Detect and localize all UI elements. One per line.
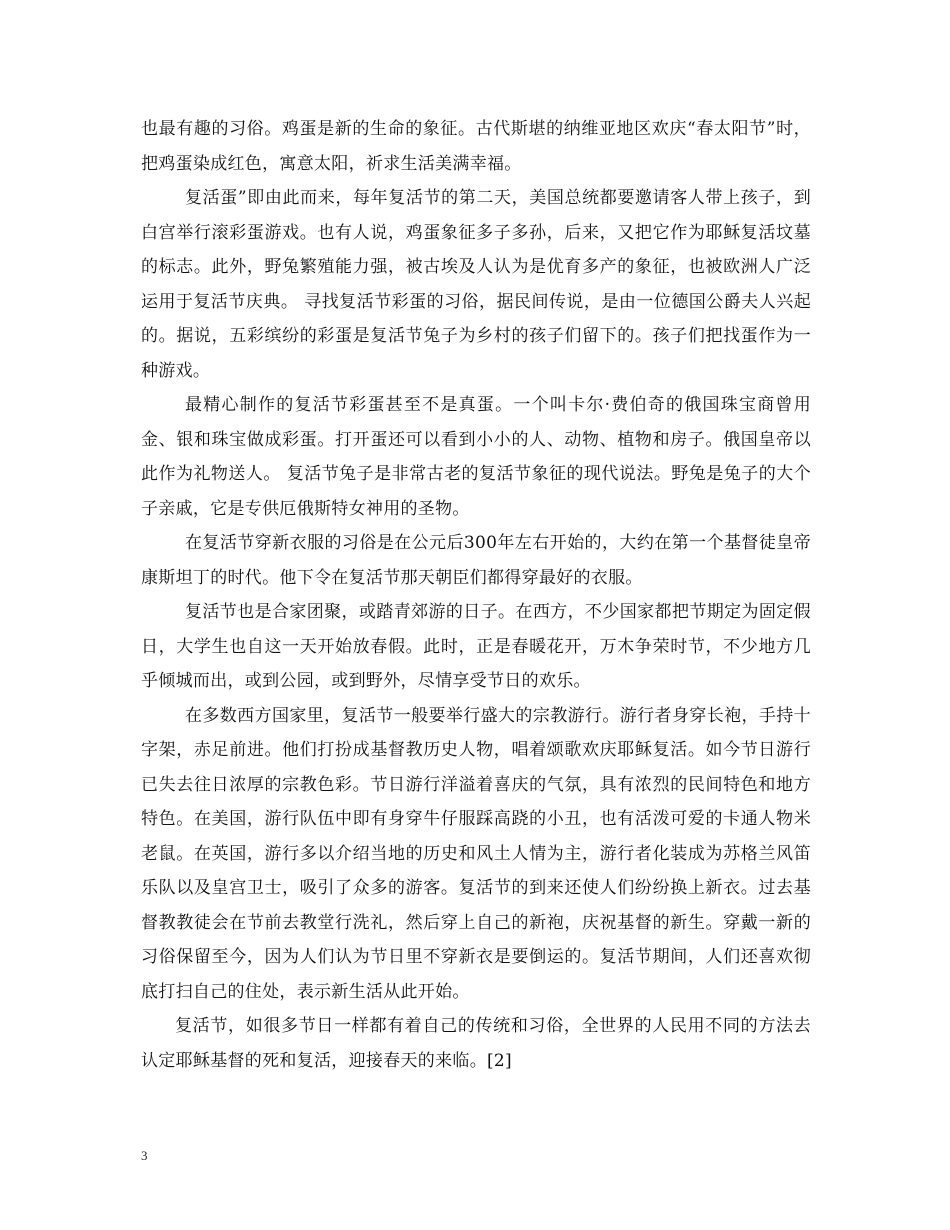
document-body xyxy=(141,112,811,1078)
paragraph-1: 也最有趣的习俗。鸡蛋是新的生命的象征。古代斯堪的纳维亚地区欢庆“春太阳节”时，把鸡蛋染成红色，寓意太阳，祈求生活美满幸福。 xyxy=(141,119,811,174)
paragraph-6: 在多数西方国家里，复活节一般要举行盛大的宗教游行。游行者身穿长袍，手持十字架，赤足前进。他们打扮成基督教历史人物，唱着颂歌欢庆耶稣复活。如今节日游行已失去往日浓厚的宗教色彩。节日游行洋溢着喜庆的气氛，具有浓烈的民间特色和地方特色。在美国，游行队伍中即有身穿牛仔服踩高跷的小丑，也有活泼可爱的卡通人物米老鼠。在英国，游行多以介绍当地的历史和风土人情为主，游行者化装成为苏格兰风笛乐队以及皇宫卫士，吸引了众多的游客。复活节的到来还使人们纷纷换上新衣。过去基督教教徒会在节前去教堂行洗礼，然后穿上自己的新袍，庆祝基督的新生。穿戴一新的习俗保留至今，因为人们认为节日里不穿新衣是要倒运的。复活节期间，人们还喜欢彻底打扫自己的住处，表示新生活从此开始。 xyxy=(141,705,811,1002)
paragraph-2: 复活蛋”即由此而来，每年复活节的第二天，美国总统都要邀请客人带上孩子，到白宫举行滚彩蛋游戏。也有人说，鸡蛋象征多子多孙，后来，又把它作为耶稣复活坟墓的标志。此外，野兔繁殖能力强，被古埃及人认为是优育多产的象征，也被欧洲人广泛运用于复活节庆典。 寻找复活节彩蛋的习俗，据民间传说，是由一位德国公爵夫人兴起的。据说，五彩缤纷的彩蛋是复活节兔子为乡村的孩子们留下的。孩子们把找蛋作为一种游戏。 xyxy=(141,188,811,381)
paragraph-7: 复活节，如很多节日一样都有着自己的传统和习俗，全世界的人民用不同的方法去认定耶稣基督的死和复活，迎接春天的来临。[2] xyxy=(141,1016,811,1071)
paragraph-3: 最精心制作的复活节彩蛋甚至不是真蛋。一个叫卡尔·费伯奇的俄国珠宝商曾用金、银和珠宝做成彩蛋。打开蛋还可以看到小小的人、动物、植物和房子。俄国皇帝以此作为礼物送人。 复活节兔子是非常古老的复活节象征的现代说法。野兔是兔子的大个子亲戚，它是专供厄俄斯特女神用的圣物。 xyxy=(141,395,811,519)
paragraph-5: 复活节也是合家团聚，或踏青郊游的日子。在西方，不少国家都把节期定为固定假日，大学生也自这一天开始放春假。此时，正是春暖花开，万木争荣时节，不少地方几乎倾城而出，或到公园，或到野外，尽情享受节日的欢乐。 xyxy=(141,602,811,691)
paragraph-4: 在复活节穿新衣服的习俗是在公元后300年左右开始的，大约在第一个基督徒皇帝康斯坦丁的时代。他下令在复活节那天朝臣们都得穿最好的衣服。 xyxy=(141,533,811,588)
page-number: 3 xyxy=(141,1148,148,1163)
